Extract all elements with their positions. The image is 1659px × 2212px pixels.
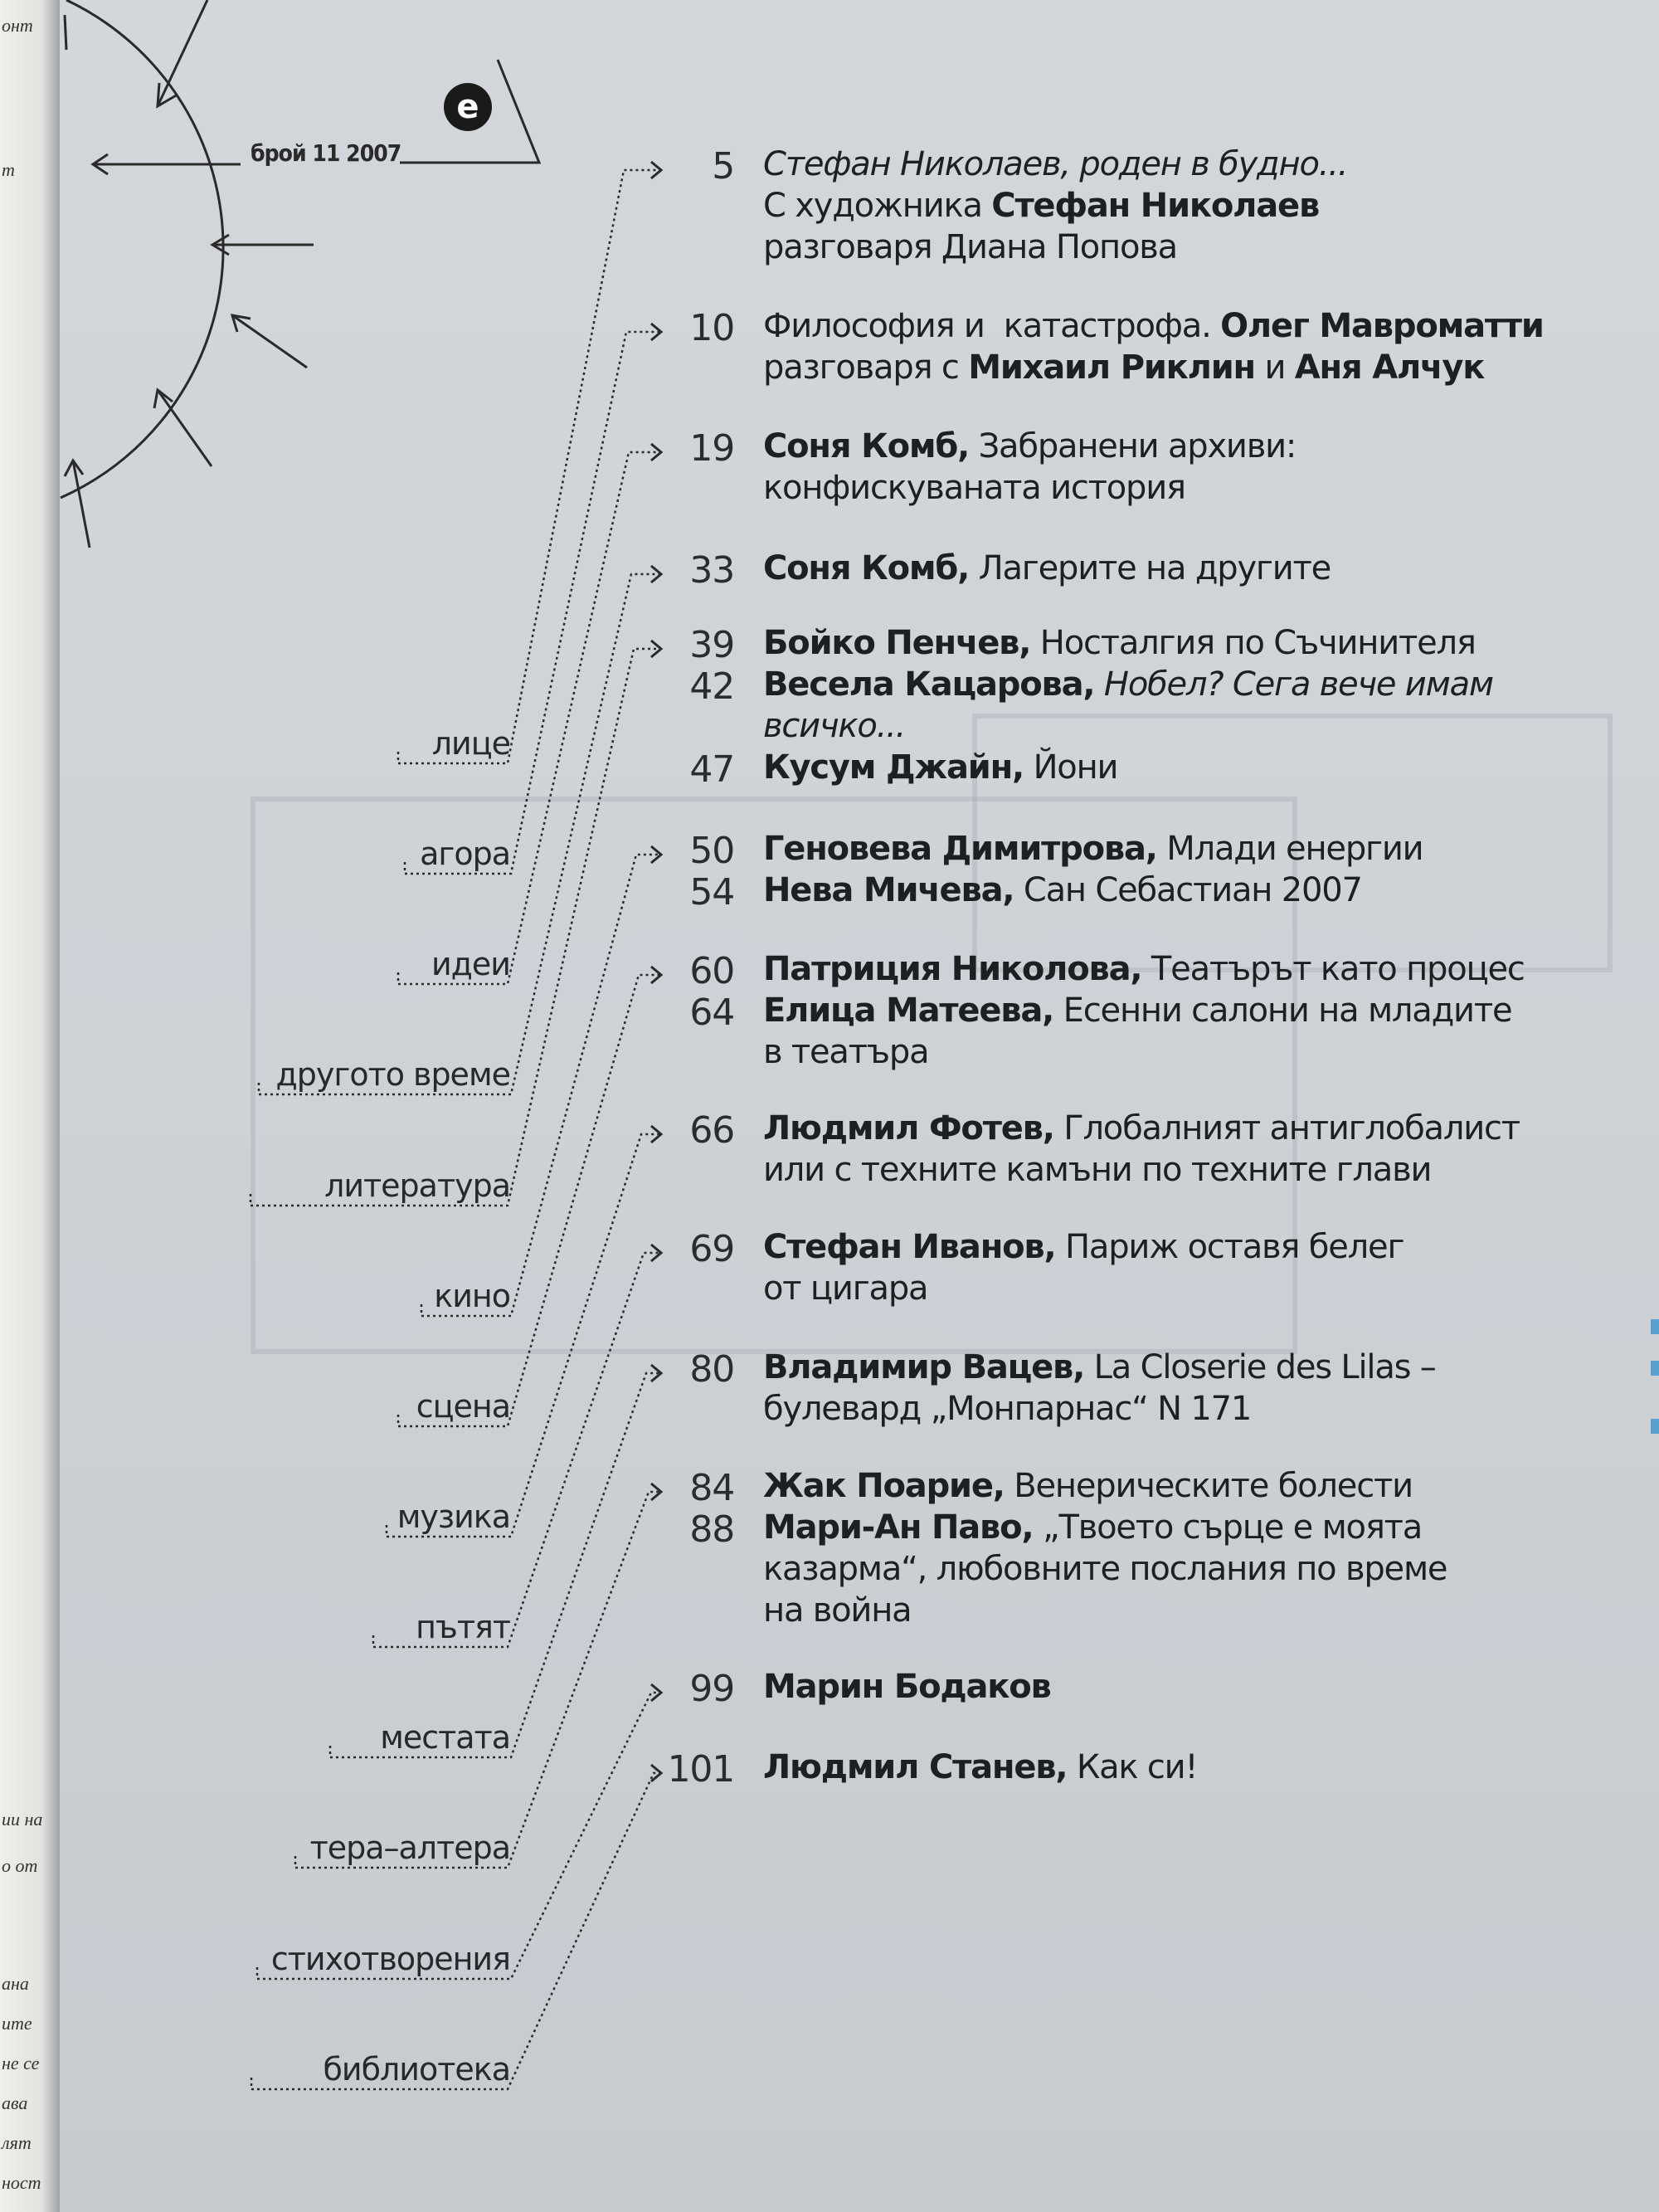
contents-line: [0, 228, 1659, 270]
author-name: Весела Кацарова,: [763, 665, 1095, 704]
title-text: Йони: [1024, 748, 1118, 787]
contents-entry: [0, 145, 1659, 270]
entry-text: [763, 1390, 1251, 1428]
author-name: Людмил Фотев,: [763, 1109, 1054, 1147]
author-name: Патриция Николова,: [763, 950, 1142, 988]
entry-text: [763, 992, 1511, 1030]
entry-text: [763, 1591, 912, 1630]
author-name: Марин Бодаков: [763, 1668, 1051, 1706]
adjacent-page-text-fragment: т: [2, 159, 15, 180]
title-text: С художника: [763, 187, 992, 225]
entry-text: [763, 1269, 927, 1308]
entry-text: [763, 748, 1117, 787]
author-name: Бойко Пенчев,: [763, 624, 1031, 662]
entry-text: [763, 624, 1476, 662]
contents-entry: [0, 307, 1659, 390]
contents-entry: [0, 1348, 1659, 1431]
contents-line: [0, 1550, 1659, 1591]
contents-line: [0, 1390, 1659, 1431]
entry-text: [763, 307, 1544, 345]
title-text: Театърът като процес: [1141, 950, 1525, 988]
page-number: 42: [689, 665, 734, 708]
contents-entry: [0, 427, 1659, 510]
entry-text: [763, 1508, 1422, 1547]
title-text: Париж оставя белег: [1055, 1228, 1404, 1266]
page-number: 60: [689, 950, 734, 992]
rubric-label: библиотека: [323, 2051, 510, 2088]
contents-entry: [0, 1467, 1659, 1633]
entry-text: [763, 549, 1331, 587]
entry-text: [763, 950, 1525, 988]
page-number: 39: [689, 624, 734, 666]
author-name: Кусум Джайн,: [763, 748, 1024, 787]
rubric-label: агора: [420, 836, 510, 872]
title-text: на война: [763, 1591, 912, 1630]
author-name: Геновева Димитрова,: [763, 830, 1157, 868]
contents-line: [0, 748, 1659, 790]
entry-text: [763, 1748, 1197, 1786]
entry-text: [763, 1151, 1431, 1189]
contents-line: [0, 830, 1659, 871]
rubric-connector-line: [405, 332, 659, 874]
adjacent-page-text-fragment: не се: [2, 2053, 40, 2073]
title-text: разговаря с: [763, 348, 969, 387]
contents-line: [0, 427, 1659, 469]
title-text: булевард „Монпарнас“ N 171: [763, 1390, 1252, 1428]
entry-text: [763, 348, 1484, 387]
title-text: Носталгия по Съчинителя: [1030, 624, 1476, 662]
contents-line: [0, 1151, 1659, 1192]
entry-text: [763, 1033, 928, 1071]
page-number: 50: [689, 830, 734, 872]
contents-line: [0, 1348, 1659, 1390]
title-text: Забранени архиви:: [969, 427, 1297, 465]
page-number: 99: [689, 1668, 734, 1710]
title-text: Млади енергии: [1156, 830, 1423, 868]
adjacent-page-text-fragment: лят: [2, 2132, 32, 2153]
entry-text: [763, 1109, 1520, 1147]
rubric-connector-line: [251, 1773, 659, 2089]
contents-line: [0, 950, 1659, 992]
entry-text: [763, 1348, 1436, 1386]
contents-line: [0, 1668, 1659, 1709]
contents-entry: [0, 1668, 1659, 1709]
contents-entry: [0, 1109, 1659, 1192]
rubric-label: тера–алтера: [309, 1830, 510, 1866]
page-number: 47: [689, 748, 734, 791]
page-number: 33: [689, 549, 734, 592]
magazine-logo-icon: е: [444, 83, 492, 131]
title-text: Как си!: [1067, 1748, 1198, 1786]
contents-line: [0, 469, 1659, 510]
author-name: Михаил Риклин: [968, 348, 1255, 387]
contents-line: [0, 1269, 1659, 1311]
author-name: Владимир Вацев,: [763, 1348, 1085, 1386]
rubric-label: сцена: [416, 1388, 510, 1425]
contents-line: [0, 1033, 1659, 1074]
author-name: Елица Матеева,: [763, 992, 1054, 1030]
title-text: Лагерите на другите: [969, 549, 1331, 587]
author-name: Жак Поарие,: [763, 1467, 1005, 1505]
author-name: Аня Алчук: [1294, 348, 1485, 387]
author-name: Стефан Иванов,: [763, 1228, 1056, 1266]
adjacent-page-text-fragment: ите: [2, 2013, 32, 2034]
page-number: 80: [689, 1348, 734, 1391]
author-name: Людмил Станев,: [763, 1748, 1068, 1786]
entry-text: [763, 1228, 1404, 1266]
adjacent-page-text-fragment: о от: [2, 1855, 38, 1876]
entry-text: [763, 1668, 1051, 1706]
contents-line: [0, 624, 1659, 665]
issue-label: брой 11 2007: [251, 139, 401, 167]
contents-line: [0, 549, 1659, 591]
title-text: Нобел? Сега вече имам: [1094, 665, 1493, 704]
entry-text: [763, 228, 1177, 266]
title-text: La Closerie des Lilas –: [1084, 1348, 1436, 1386]
contents-line: [0, 1467, 1659, 1508]
contents-line: [0, 1228, 1659, 1269]
title-text: от цигара: [763, 1269, 928, 1308]
contents-line: [0, 307, 1659, 348]
page-number: 84: [689, 1467, 734, 1509]
title-text: Философия и катастрофа.: [763, 307, 1221, 345]
entry-text: [763, 871, 1362, 909]
contents-entry: [0, 830, 1659, 913]
contents-entry: [0, 1228, 1659, 1311]
author-name: Соня Комб,: [763, 549, 970, 587]
adjacent-page-text-fragment: ана: [2, 1973, 29, 1994]
page-number: 19: [689, 427, 734, 470]
rubric-label: местата: [380, 1719, 510, 1756]
author-name: Нева Мичева,: [763, 871, 1014, 909]
page-number: 64: [689, 992, 734, 1034]
title-text: всичко...: [763, 707, 906, 745]
contents-line: [0, 871, 1659, 913]
contents-entry: [0, 549, 1659, 591]
contents-entry: [0, 624, 1659, 790]
adjacent-page-text-fragment: ава: [2, 2093, 28, 2113]
contents-line: [0, 187, 1659, 228]
contents-line: [0, 707, 1659, 748]
contents-line: [0, 1591, 1659, 1633]
contents-entry: [0, 1748, 1659, 1790]
contents-line: [0, 348, 1659, 390]
entry-text: [763, 187, 1319, 225]
title-text: разговаря Диана Попова: [763, 228, 1177, 266]
page-number: 66: [689, 1109, 734, 1152]
title-text: в театъра: [763, 1033, 929, 1071]
title-text: казарма“, любовните послания по време: [763, 1550, 1447, 1588]
contents-line: [0, 1748, 1659, 1790]
adjacent-page-text-fragment: онт: [2, 15, 33, 36]
title-text: Сан Себастиан 2007: [1014, 871, 1362, 909]
title-text: „Твоето сърце е моята: [1033, 1508, 1423, 1547]
title-text: или с техните камъни по техните глави: [763, 1151, 1432, 1189]
title-text: Глобалният антиглобалист: [1053, 1109, 1520, 1147]
page-number: 69: [689, 1228, 734, 1270]
title-text: Есенни салони на младите: [1053, 992, 1512, 1030]
rubric-label: идеи: [431, 946, 510, 982]
title-text: и: [1254, 348, 1295, 387]
entry-text: [763, 427, 1296, 465]
author-name: Мари-Ан Паво,: [763, 1508, 1034, 1547]
author-name: Олег Мавроматти: [1220, 307, 1544, 345]
rubric-label: музика: [397, 1498, 510, 1535]
page-number: 10: [689, 307, 734, 349]
contents-line: [0, 992, 1659, 1033]
entry-text: [763, 1467, 1413, 1505]
rubric-label: кино: [434, 1278, 510, 1314]
contents-line: [0, 665, 1659, 707]
author-name: Соня Комб,: [763, 427, 970, 465]
entry-text: [763, 469, 1185, 507]
entry-text: [763, 707, 905, 745]
entry-text: [763, 1550, 1447, 1588]
adjacent-page-text-fragment: ии на: [2, 1809, 43, 1830]
page-number: 101: [667, 1748, 734, 1791]
entry-text: [763, 145, 1347, 183]
page-number: 54: [689, 871, 734, 914]
title-text: Стефан Николаев, роден в будно...: [763, 145, 1348, 183]
rubric-label: стихотворения: [270, 1941, 510, 1977]
title-text: конфискуваната история: [763, 469, 1185, 507]
page-number: 5: [712, 145, 734, 188]
rubric-label: пътят: [416, 1609, 510, 1645]
adjacent-page-text-fragment: ност: [2, 2172, 41, 2193]
page-number: 88: [689, 1508, 734, 1551]
contents-entry: [0, 950, 1659, 1074]
rubric-label: другото време: [275, 1056, 510, 1093]
contents-line: [0, 1109, 1659, 1151]
rubric-label: лице: [431, 725, 510, 762]
author-name: Стефан Николаев: [991, 187, 1320, 225]
contents-line: [0, 1508, 1659, 1550]
entry-text: [763, 830, 1423, 868]
title-text: Венерическите болести: [1004, 1467, 1413, 1505]
entry-text: [763, 665, 1493, 704]
contents-line: [0, 145, 1659, 187]
rubric-label: литература: [324, 1167, 510, 1204]
